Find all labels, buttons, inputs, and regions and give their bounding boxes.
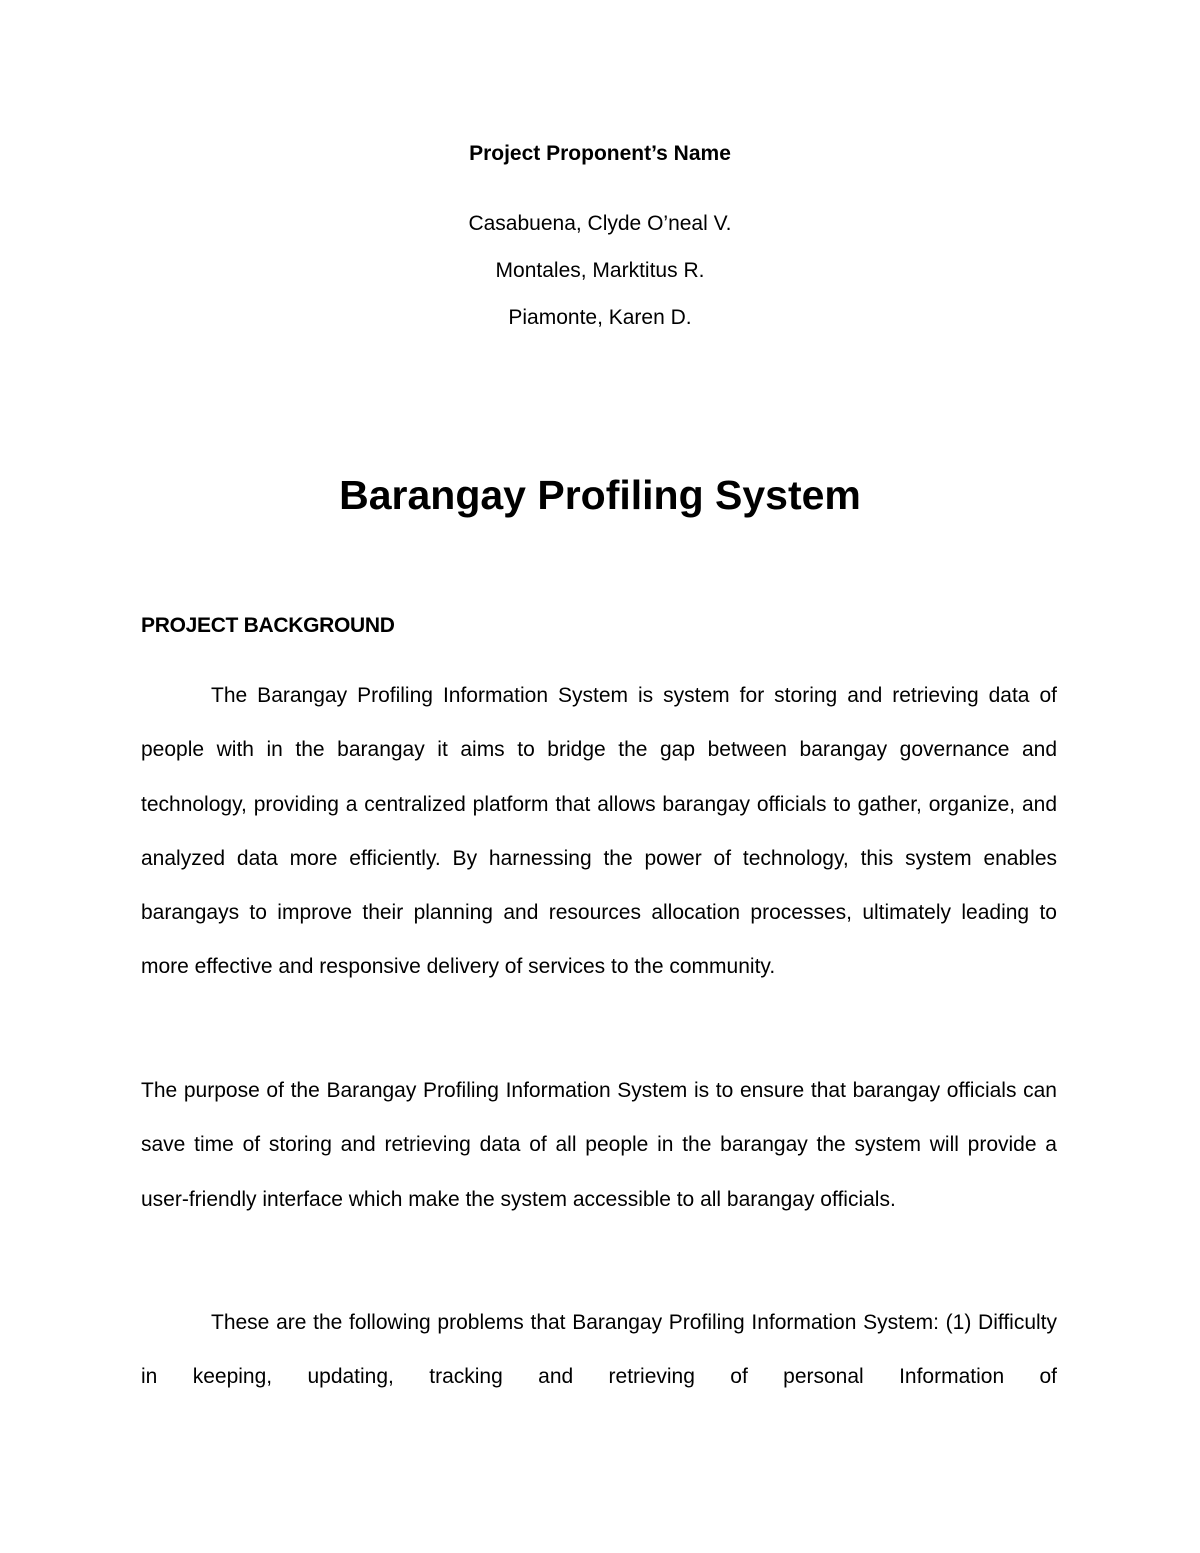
body-paragraph: The purpose of the Barangay Profiling Information System is to ensure that barangay officials can save time of storing and retrieving data of all people in the barangay the system will provide a user-friendly interface which make the system accessible to all barangay officials. (141, 1079, 1057, 1211)
proponent-name: Piamonte, Karen D. (508, 306, 692, 329)
document-title: Barangay Profiling System (339, 472, 861, 518)
section-heading: PROJECT BACKGROUND (141, 614, 395, 637)
proponent-name: Montales, Marktitus R. (495, 259, 705, 282)
proponent-heading: Project Proponent’s Name (469, 142, 731, 165)
body-paragraph: These are the following problems that Barangay Profiling Information System: (1) Difficulty in keeping, updating, tracking and retrieving of personal Information of (141, 1311, 1057, 1389)
proponent-name: Casabuena, Clyde O’neal V. (468, 212, 732, 235)
body-paragraph: The Barangay Profiling Information System is system for storing and retrieving data of people with in the barangay it aims to bridge the gap between barangay governance and technology, providing a centralized platform that allows barangay officials to gather, organize, and analyzed data more efficiently. By harnessing the power of technology, this system enables barangays to improve their planning and resources allocation processes, ultimately leading to more effective and responsive delivery of services to the community. (141, 684, 1057, 979)
